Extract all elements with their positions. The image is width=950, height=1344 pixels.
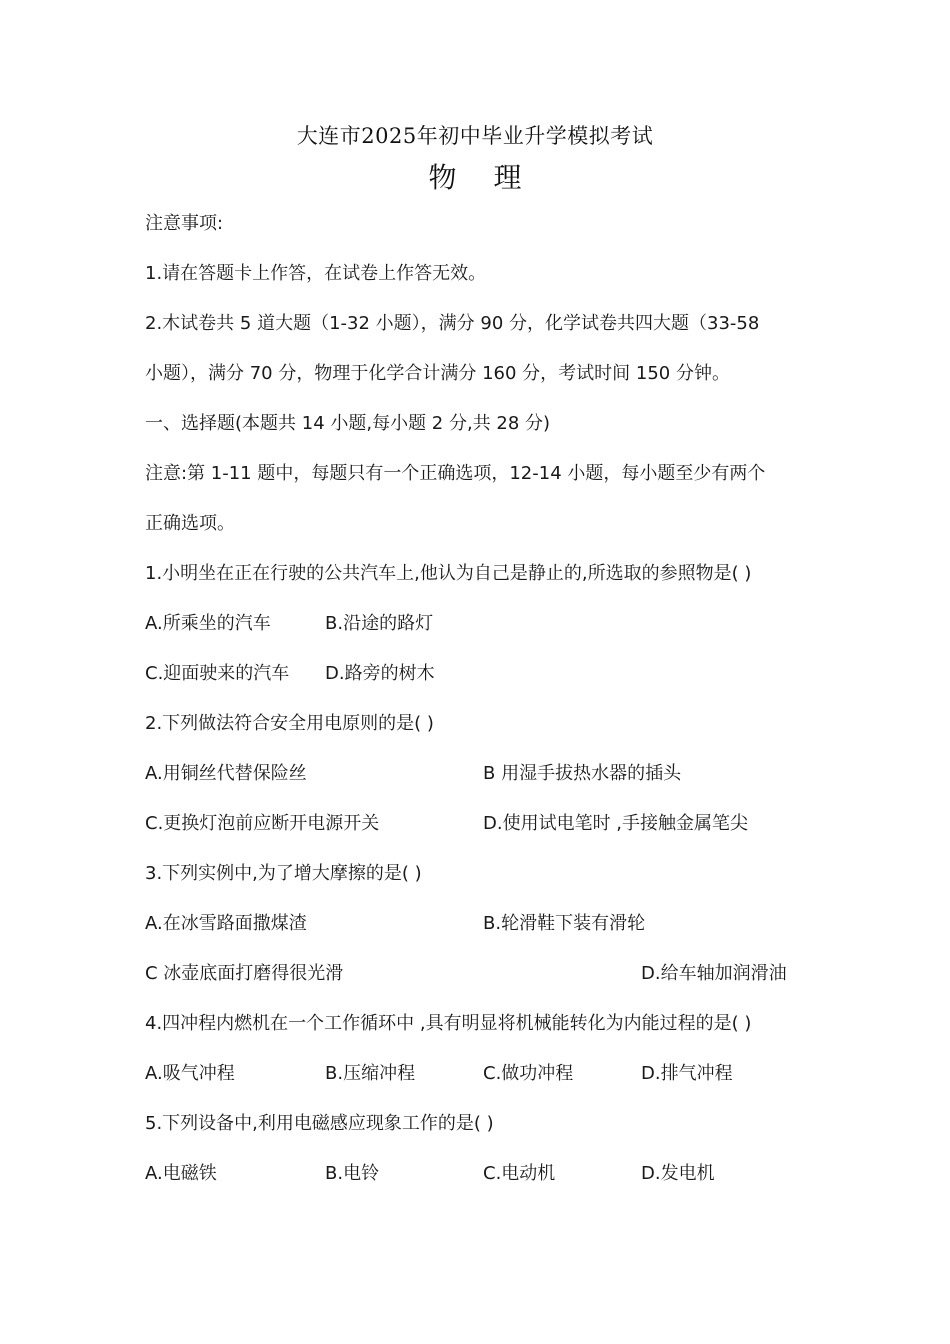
- question-4-stem: 4.四冲程内燃机在一个工作循环中 ,具有明显将机械能转化为内能过程的是( ): [145, 1013, 752, 1034]
- question-3-option-d: D.给车轴加润滑油: [641, 963, 787, 984]
- section-note-line-1: 注意:第 1-11 题中，每题只有一个正确选项，12-14 小题，每小题至少有两个: [145, 463, 766, 484]
- notes-item-1: 1.请在答题卡上作答，在试卷上作答无效。: [145, 263, 487, 284]
- question-2-option-a: A.用铜丝代替保险丝: [145, 763, 307, 784]
- question-1-option-b: B.沿途的路灯: [325, 613, 434, 634]
- question-3-option-b: B.轮滑鞋下装有滑轮: [483, 913, 646, 934]
- question-4-option-c: C.做功冲程: [483, 1063, 574, 1084]
- notes-item-2-line-1: 2.木试卷共 5 道大题（1-32 小题），满分 90 分，化学试卷共四大题（33-58: [145, 313, 760, 334]
- question-2-option-b: B 用湿手拔热水器的插头: [483, 763, 682, 784]
- question-2-option-c: C.更换灯泡前应断开电源开关: [145, 813, 380, 834]
- question-2-stem: 2.下列做法符合安全用电原则的是( ): [145, 713, 434, 734]
- subject-title: 物 理: [428, 161, 536, 194]
- question-3-stem: 3.下列实例中,为了增大摩擦的是( ): [145, 863, 422, 884]
- question-1-option-a: A.所乘坐的汽车: [145, 613, 271, 634]
- question-3-option-a: A.在冰雪路面撒煤渣: [145, 913, 307, 934]
- question-1-option-d: D.路旁的树木: [325, 663, 435, 684]
- question-4-option-b: B.压缩冲程: [325, 1063, 416, 1084]
- question-5-option-d: D.发电机: [641, 1163, 715, 1184]
- question-4-option-d: D.排气冲程: [641, 1063, 733, 1084]
- question-5-stem: 5.下列设备中,利用电磁感应现象工作的是( ): [145, 1113, 494, 1134]
- notes-item-2-line-2: 小题），满分 70 分，物理于化学合计满分 160 分，考试时间 150 分钟。: [145, 363, 730, 384]
- exam-title: 大连市2025年初中毕业升学模拟考试: [296, 124, 654, 148]
- question-4-option-a: A.吸气冲程: [145, 1063, 235, 1084]
- question-5-option-a: A.电磁铁: [145, 1163, 217, 1184]
- question-5-option-c: C.电动机: [483, 1163, 556, 1184]
- section-heading: 一、选择题(本题共 14 小题,每小题 2 分,共 28 分): [145, 413, 551, 434]
- section-note-line-2: 正确选项。: [145, 513, 235, 534]
- question-5-option-b: B.电铃: [325, 1163, 380, 1184]
- question-1-option-c: C.迎面驶来的汽车: [145, 663, 290, 684]
- question-2-option-d: D.使用试电笔时 ,手接触金属笔尖: [483, 813, 749, 834]
- question-3-option-c: C 冰壶底面打磨得很光滑: [145, 963, 344, 984]
- notes-heading: 注意事项:: [145, 213, 224, 234]
- question-1-stem: 1.小明坐在正在行驶的公共汽车上,他认为自己是静止的,所选取的参照物是( ): [145, 563, 752, 584]
